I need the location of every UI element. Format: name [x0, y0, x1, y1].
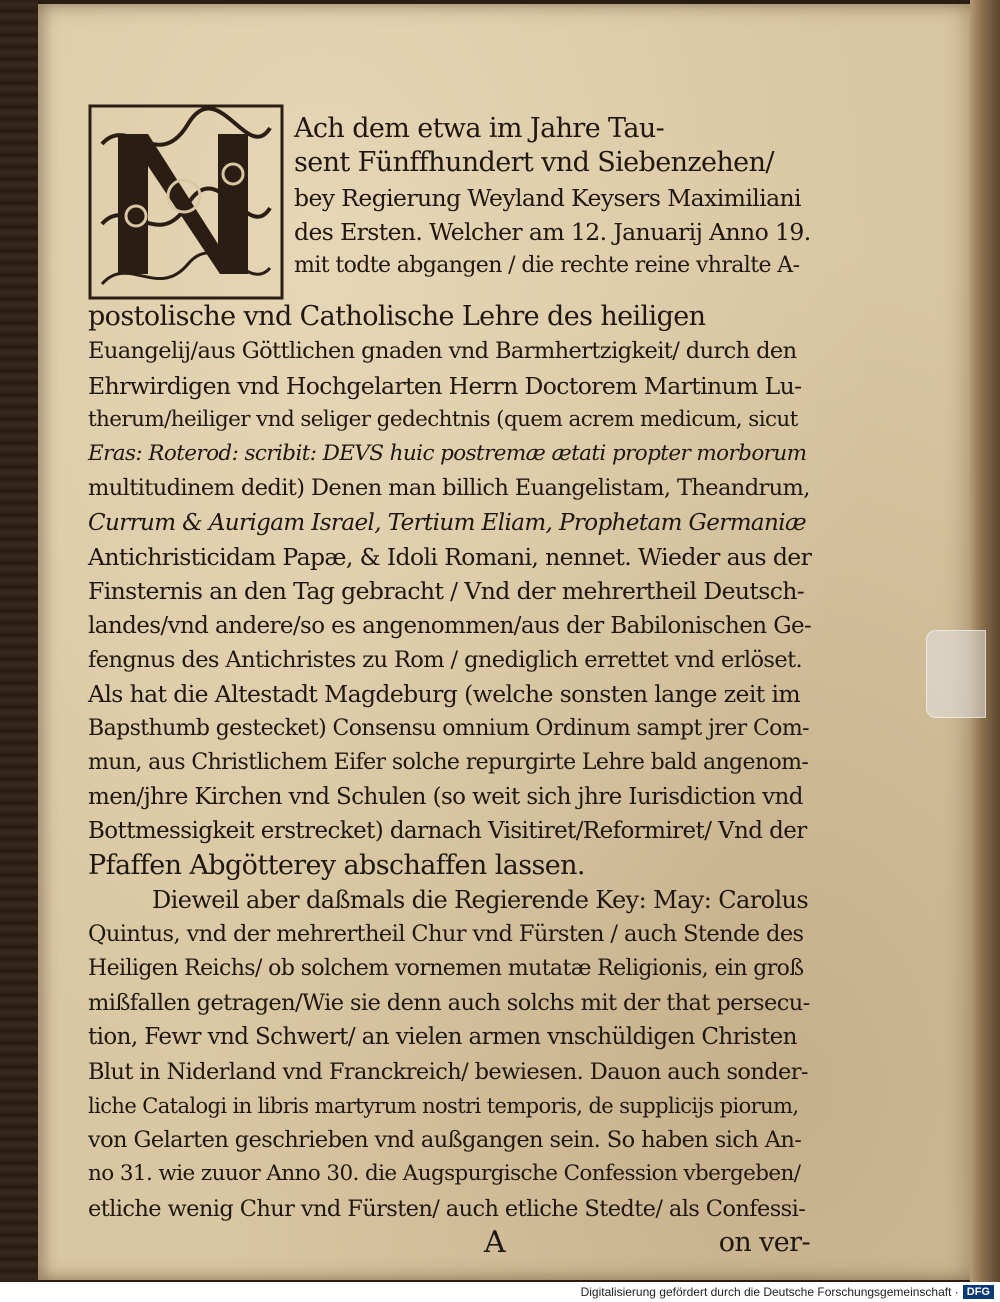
text-line: etliche wenig Chur vnd Fürsten/ auch etliche Stedte/ als Confessi-	[88, 1195, 806, 1222]
page-clip	[926, 630, 986, 718]
page-text	[88, 112, 810, 1260]
text-line: Quintus, vnd der mehrertheil Chur vnd Fürsten / auch Stende des	[88, 921, 804, 948]
text-line: Ehrwirdigen vnd Hochgelarten Herrn Doctorem Martinum Lu-	[88, 371, 802, 400]
text-line: Dieweil aber daßmals die Regierende Key: May: Carolus	[152, 886, 809, 915]
signature-mark: A	[484, 1225, 506, 1261]
decorated-initial-n-icon	[88, 104, 284, 300]
text-line: no 31. wie zuuor Anno 30. die Augspurgische Confession vbergeben/	[88, 1161, 801, 1187]
text-line: tion, Fewr vnd Schwert/ an vielen armen vnschüldigen Christen	[88, 1024, 797, 1051]
text-line: liche Catalogi in libris martyrum nostri temporis, de supplicijs piorum,	[88, 1093, 799, 1118]
text-line: multitudinem dedit) Denen man billich Euangelistam, Theandrum,	[88, 475, 810, 502]
book-binding	[0, 0, 38, 1282]
text-line: Finsternis an den Tag gebracht / Vnd der mehrertheil Deutsch-	[88, 577, 805, 606]
text-line: Ach dem etwa im Jahre Tau-	[294, 113, 665, 144]
catchword: on ver-	[718, 1227, 810, 1259]
text-line: des Ersten. Welcher am 12. Januarij Anno 19.	[294, 217, 811, 246]
funding-credit-bar	[0, 1282, 1000, 1302]
text-line: postolische vnd Catholische Lehre des heiligen	[88, 301, 706, 332]
text-line: landes/vnd andere/so es angenommen/aus der Babilonischen Ge-	[88, 612, 812, 639]
text-line: mißfallen getragen/Wie sie denn auch solchs mit der that persecu-	[88, 989, 810, 1016]
credit-text: Digitalisierung gefördert durch die Deutsche Forschungsgemeinschaft ·	[580, 1285, 959, 1299]
text-line: Heiligen Reichs/ ob solchem vornemen mutatæ Religionis, ein groß	[88, 955, 804, 981]
text-line: von Gelarten geschrieben vnd außgangen sein. So haben sich An-	[88, 1127, 802, 1154]
text-line: mun, aus Christlichem Eifer solche repurgirte Lehre bald angenom-	[88, 749, 809, 775]
text-line: Blut in Niderland vnd Franckreich/ bewiesen. Dauon auch sonder-	[88, 1058, 808, 1085]
text-line: Pfaffen Abgötterey abschaffen lassen.	[88, 849, 585, 881]
text-line: Euangelij/aus Göttlichen gnaden vnd Barmhertzigkeit/ durch den	[88, 338, 797, 365]
text-line: bey Regierung Weyland Keysers Maximiliani	[294, 183, 801, 212]
text-line: fengnus des Antichristes zu Rom / gnediglich errettet vnd erlöset.	[88, 646, 803, 673]
text-line: Eras: Roterod: scribit: DEVS huic postremæ ætati propter morborum	[88, 441, 807, 467]
text-line: Bapsthumb gestecket) Consensu omnium Ordinum sampt jrer Com-	[88, 715, 809, 741]
text-line: Als hat die Altestadt Magdeburg (welche sonsten lange zeit im	[88, 680, 801, 709]
text-line: Bottmessigkeit erstrecket) darnach Visitiret/Reformiret/ Vnd der	[88, 818, 807, 845]
page-footer	[88, 1226, 810, 1260]
text-line: Currum & Aurigam Israel, Tertium Eliam, Prophetam Germaniæ	[88, 509, 807, 536]
dfg-logo-icon: DFG	[963, 1285, 994, 1299]
text-line: sent Fünffhundert vnd Siebenzehen/	[294, 147, 774, 179]
text-line: therum/heiliger vnd seliger gedechtnis (quem acrem medicum, sicut	[88, 406, 798, 432]
text-line: mit todte abgangen / die rechte reine vhralte A-	[294, 253, 800, 279]
text-line: men/jhre Kirchen vnd Schulen (so weit sich jhre Iurisdiction vnd	[88, 784, 803, 811]
text-line: Antichristicidam Papæ, & Idoli Romani, nennet. Wieder aus der	[88, 543, 812, 572]
